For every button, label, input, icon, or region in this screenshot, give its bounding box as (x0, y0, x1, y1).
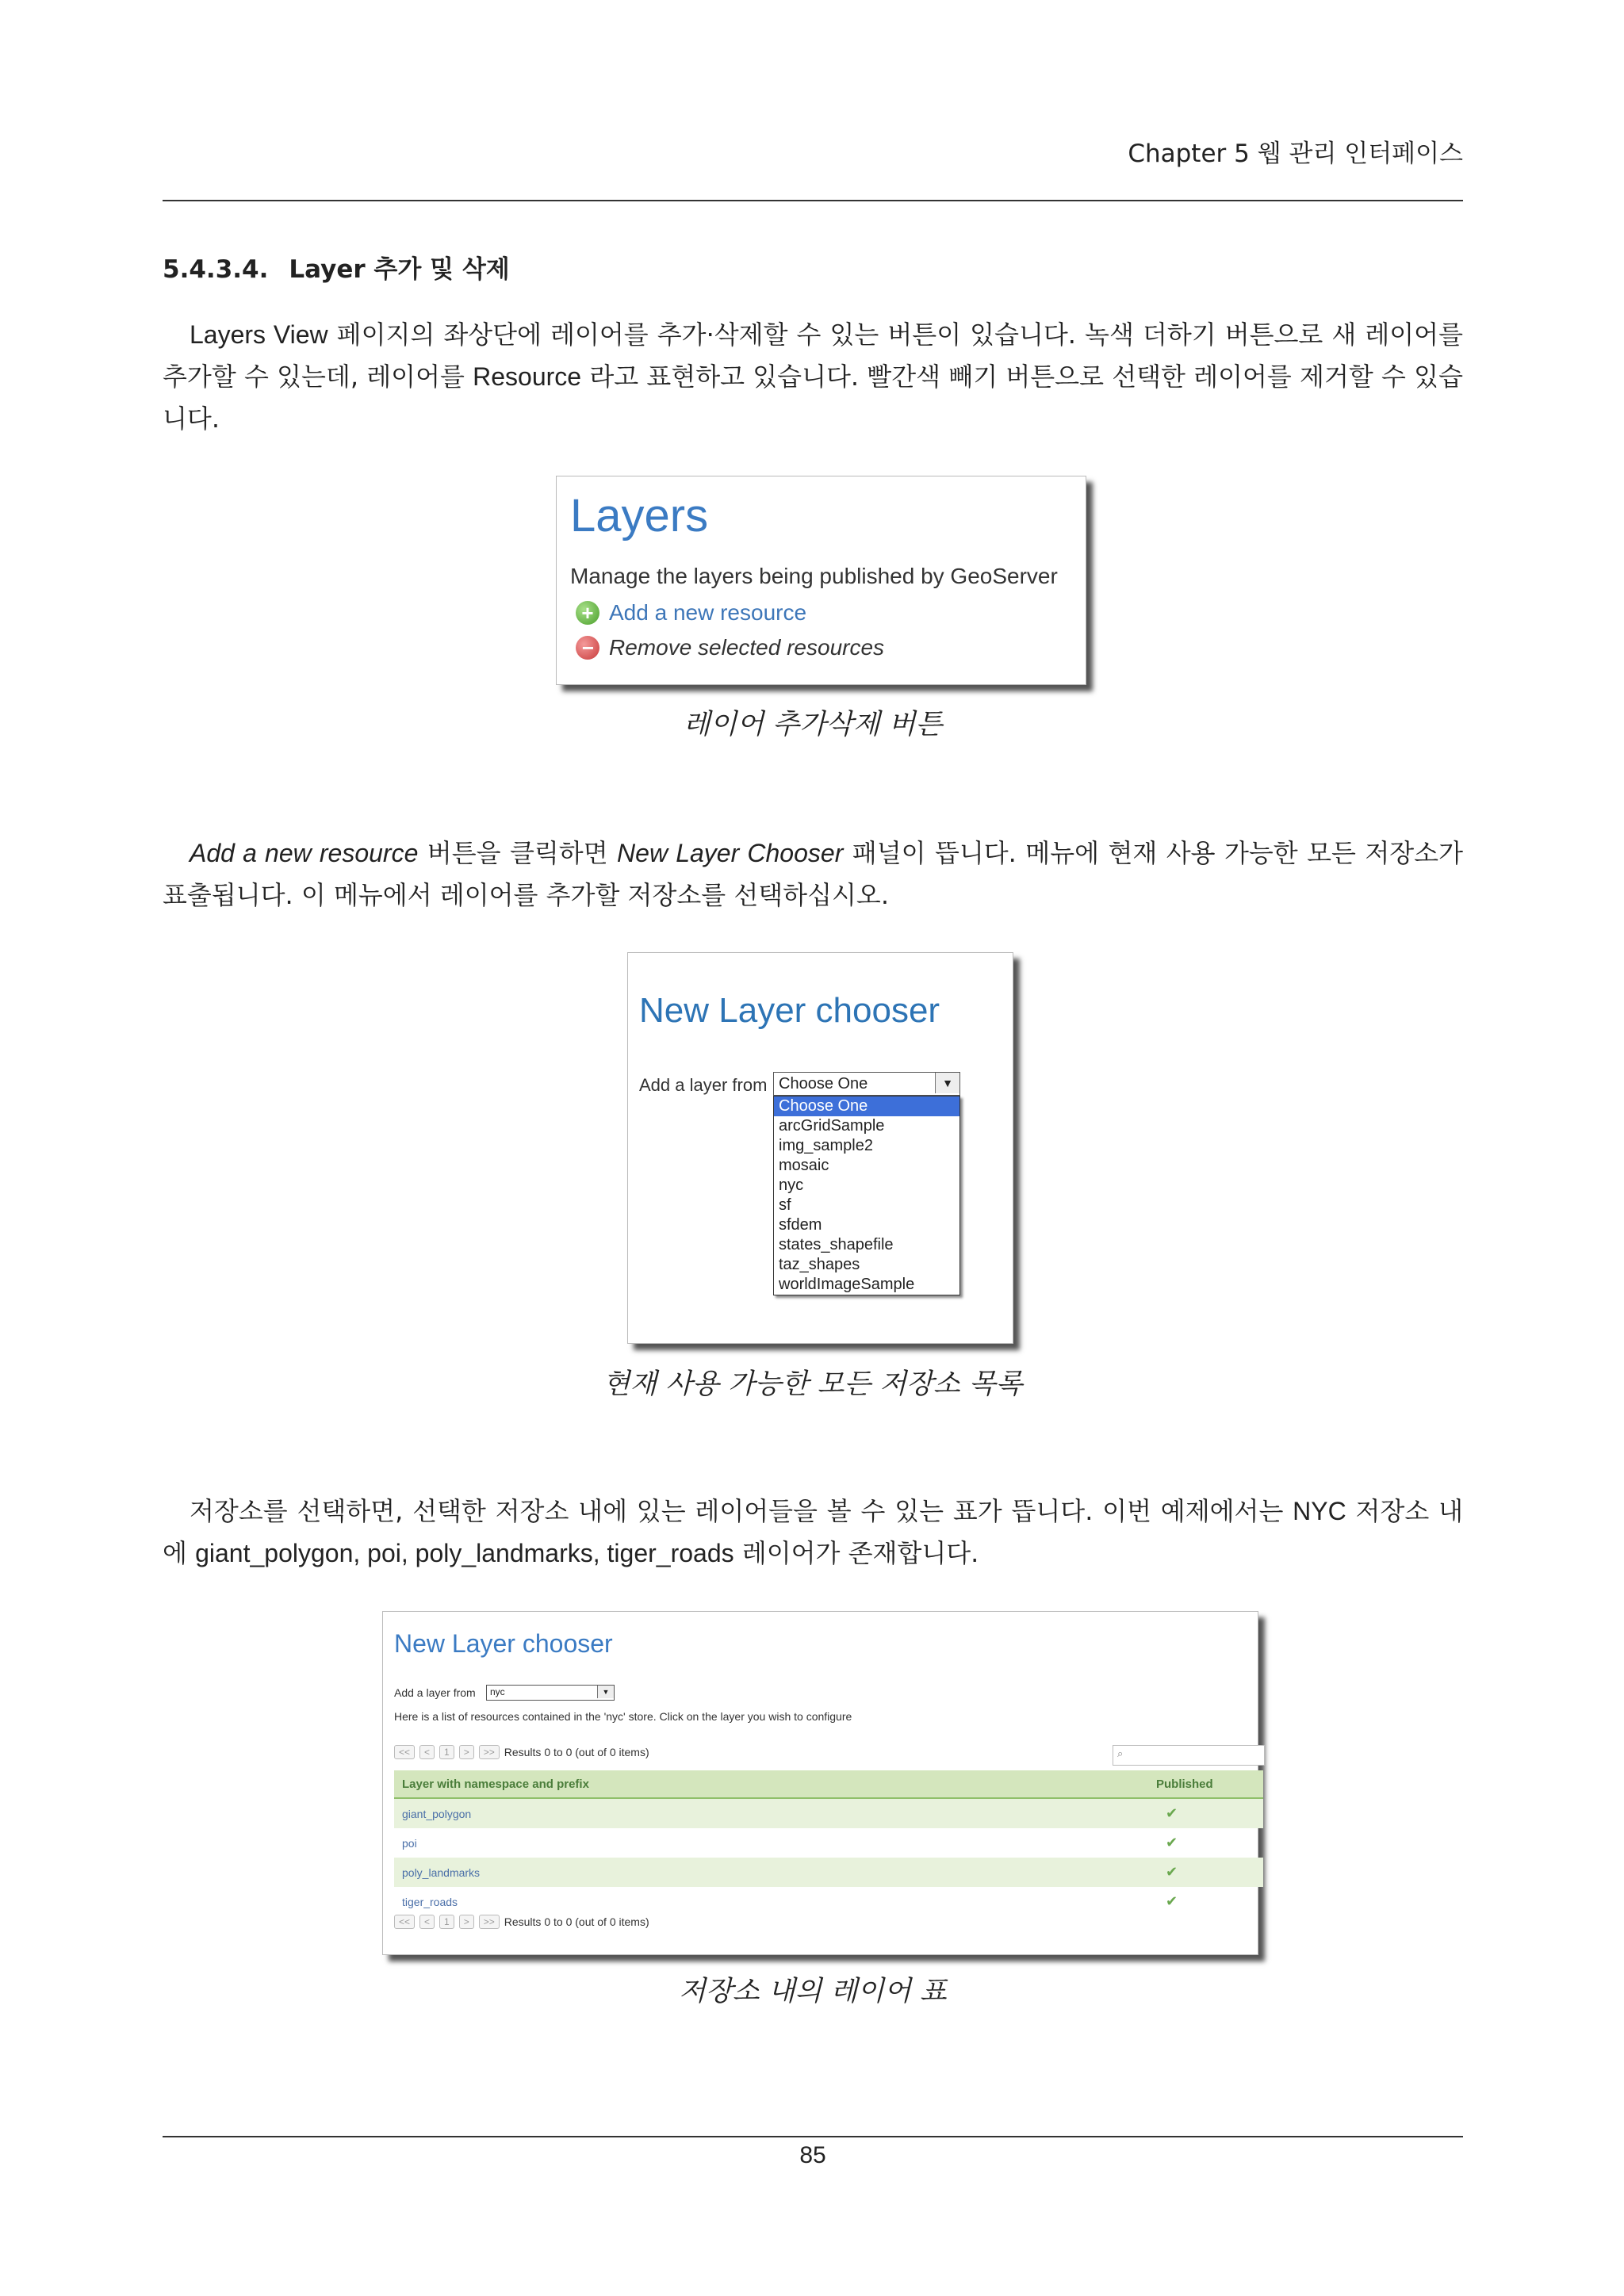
store-select[interactable] (773, 1072, 960, 1096)
pager-last-button[interactable]: >> (479, 1915, 500, 1929)
figure3-caption: 저장소 내의 레이어 표 (679, 1976, 947, 2007)
layers-description: Manage the layers being published by GeoServer (570, 564, 1058, 588)
para1-text-a: 페이지의 좌상단에 레이어를 추가·삭제할 수 있는 버튼이 있습니다. 녹색 더하기 버튼으로 새 레이어를 추가할 수 있는데, 레이어를 (163, 320, 1464, 392)
table-header-row (394, 1770, 1263, 1798)
store-option[interactable]: sfdem (779, 1216, 822, 1234)
add-resource-label: Add a new resource (609, 600, 807, 625)
chevron-down-icon: ▼ (935, 1073, 959, 1093)
page-number: 85 (799, 2142, 826, 2168)
add-icon: + (576, 601, 599, 625)
table-row[interactable] (394, 1828, 1263, 1858)
store-option[interactable]: states_shapefile (779, 1236, 894, 1253)
store-option[interactable]: nyc (779, 1177, 804, 1194)
remove-resources-label: Remove selected resources (609, 635, 885, 660)
figure-layers-screenshot (556, 476, 1086, 685)
para3-text-a: 저장소를 선택하면, 선택한 저장소 내에 있는 레이어들을 볼 수 있는 표가 뜹니다. 이번 예제에서는 (190, 1496, 1293, 1526)
pager-next-button[interactable]: > (459, 1915, 474, 1929)
store-option[interactable]: worldImageSample (779, 1276, 915, 1293)
para2-text-a: 버튼을 클릭하면 (418, 838, 618, 868)
para3-term-nyc: NYC (1293, 1497, 1346, 1525)
store-option[interactable]: img_sample2 (779, 1137, 873, 1154)
section-number: 5.4.3.4. (163, 255, 269, 284)
para3-text-c: 레이어가 존재합니다. (733, 1538, 979, 1568)
pager-prev-button[interactable]: < (419, 1915, 435, 1929)
pager-results-text: Results 0 to 0 (out of 0 items) (504, 1915, 649, 1928)
para2-term-chooser: New Layer Chooser (617, 839, 844, 867)
store-option[interactable]: mosaic (779, 1157, 829, 1174)
table-add-from-label: Add a layer from (394, 1686, 476, 1699)
store-select-value: Choose One (779, 1075, 868, 1093)
pager-first-button[interactable]: << (394, 1745, 415, 1759)
para1-term-resource: Resource (473, 362, 582, 391)
add-from-label: Add a layer from (639, 1075, 768, 1095)
store-option[interactable]: taz_shapes (779, 1256, 860, 1273)
pager-page-button[interactable]: 1 (439, 1745, 454, 1759)
layer-name-link[interactable]: poly_landmarks (394, 1858, 1148, 1887)
table-row[interactable] (394, 1858, 1263, 1887)
store-option[interactable]: arcGridSample (779, 1117, 885, 1135)
remove-icon: − (576, 636, 599, 660)
store-option[interactable]: sf (779, 1196, 791, 1214)
published-check-icon: ✔ (1166, 1835, 1178, 1850)
pager-next-button[interactable]: > (459, 1745, 474, 1759)
figure-layer-table-screenshot (382, 1611, 1258, 1955)
table-store-select[interactable] (486, 1685, 615, 1701)
para1-term-layers-view: Layers View (190, 320, 328, 349)
figure1-caption: 레이어 추가삭제 버튼 (683, 709, 943, 740)
store-info-text: Here is a list of resources contained in the 'nyc' store. Click on the layer you wish to configure (394, 1710, 852, 1723)
remove-resources-link[interactable] (576, 635, 884, 660)
paragraph-3 (163, 1490, 1463, 1575)
published-check-icon: ✔ (1166, 1893, 1178, 1909)
pager-bottom (394, 1915, 649, 1929)
running-header: Chapter 5 웹 관리 인터페이스 (1128, 140, 1463, 168)
layer-table (394, 1770, 1263, 1916)
layers-title: Layers (570, 490, 709, 541)
layer-name-link[interactable]: giant_polygon (394, 1798, 1148, 1828)
layer-name-link[interactable]: poi (402, 1836, 417, 1850)
column-header-published[interactable]: Published (1148, 1770, 1263, 1798)
pager-results-text: Results 0 to 0 (out of 0 items) (504, 1746, 649, 1758)
search-icon: ⌕ (1117, 1748, 1124, 1760)
store-options-list (773, 1096, 960, 1295)
para2-term-add-resource: Add a new resource (190, 839, 419, 867)
figure2-caption: 현재 사용 가능한 모든 저장소 목록 (603, 1368, 1023, 1400)
published-check-icon: ✔ (1148, 1798, 1263, 1828)
table-search-input[interactable] (1113, 1745, 1265, 1766)
store-option[interactable]: Choose One (774, 1096, 959, 1116)
chevron-down-icon: ▼ (597, 1686, 614, 1698)
table-row[interactable] (394, 1887, 1263, 1916)
paragraph-2 (163, 832, 1463, 916)
pager-last-button[interactable]: >> (479, 1745, 500, 1759)
para3-text-b: 저장소 내에 (163, 1496, 1463, 1568)
pager-top (394, 1745, 649, 1759)
footer-rule (163, 2136, 1463, 2137)
pager-first-button[interactable]: << (394, 1915, 415, 1929)
table-row[interactable] (394, 1798, 1263, 1828)
table-store-select-value: nyc (490, 1686, 505, 1697)
section-title: Layer 추가 및 삭제 (289, 255, 510, 284)
pager-prev-button[interactable]: < (419, 1745, 435, 1759)
para1-text-b: 라고 표현하고 있습니다. 빨간색 빼기 버튼으로 선택한 레이어를 제거할 수 있습니다. (163, 362, 1463, 434)
para2-text-b: 패널이 뜹니다. 메뉴에 현재 사용 가능한 모든 저장소가 표출됩니다. 이 메뉴에서 레이어를 추가할 저장소를 선택하십시오. (163, 838, 1464, 910)
paragraph-1 (163, 314, 1463, 440)
add-resource-link[interactable] (576, 600, 806, 626)
published-check-icon: ✔ (1148, 1858, 1263, 1887)
layer-name-link[interactable]: tiger_roads (402, 1895, 458, 1908)
header-rule (163, 200, 1463, 201)
section-heading (163, 249, 510, 285)
para3-layer-names: giant_polygon, poi, poly_landmarks, tiger_roads (195, 1539, 734, 1567)
chooser-title: New Layer chooser (639, 991, 940, 1030)
figure-chooser-screenshot (627, 952, 1013, 1344)
column-header-layer[interactable]: Layer with namespace and prefix (394, 1770, 1148, 1798)
table-chooser-title: New Layer chooser (394, 1629, 613, 1658)
pager-page-button[interactable]: 1 (439, 1915, 454, 1929)
